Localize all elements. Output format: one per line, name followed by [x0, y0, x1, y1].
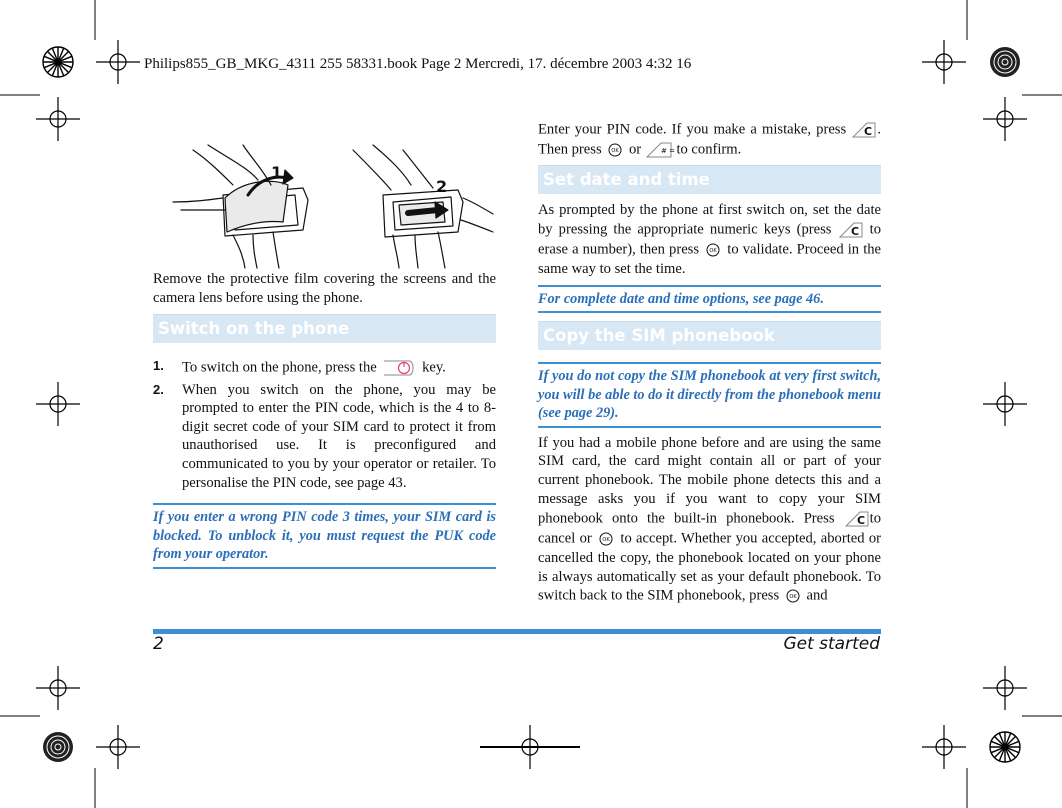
footer-rule	[153, 629, 881, 634]
svg-text:C: C	[856, 513, 865, 527]
section-heading-switch-on: Switch on the phone	[153, 314, 496, 343]
step-number: 2.	[153, 381, 164, 397]
film-removal-illustration	[153, 140, 496, 268]
step-number: 1.	[153, 357, 164, 373]
step-text: To switch on the phone, press the	[182, 358, 377, 375]
pin-entry-text: Enter your PIN code. If you make a mistake, press C . Then press OK or # = to confirm.	[538, 120, 881, 160]
step-label-1: 1	[271, 163, 283, 182]
step-label-2: 2	[436, 177, 448, 196]
step-item	[153, 357, 496, 379]
sim-phonebook-note: If you do not copy the SIM phonebook at very first switch, you will be able to do it directly from the phonebook menu (see page 29).	[538, 362, 881, 428]
figure-caption: Remove the protective film covering the screens and the camera lens before using the phone.	[153, 271, 496, 306]
step-item	[153, 381, 496, 493]
sim-phonebook-text: If you had a mobile phone before and are using the same SIM card, the card might contain all or part of your current phonebook. The mobile phone detects this and a message asks you if you want to copy your SIM phonebook onto the built-in phonebook. Press C to cancel or OK to accept. Whether you accepted, aborted or cancelled the copy, the phonebook located on your phone is always automatically set as your default phonebook. To switch back to the SIM phonebook, press OK and	[538, 434, 881, 607]
hash-key-icon	[645, 140, 673, 160]
section-heading-date-time: Set date and time	[538, 165, 881, 194]
date-time-text: As prompted by the phone at first switch on, set the date by pressing the appropriate numeric keys (press C to erase a number), then press OK to validate. Proceed in the same way to set the time.	[538, 202, 882, 277]
section-heading-sim-phonebook: Copy the SIM phonebook	[538, 321, 881, 350]
footer-section-title: Get started	[783, 634, 880, 654]
svg-text:C: C	[850, 224, 859, 238]
right-column	[538, 120, 881, 606]
ok-key-icon	[596, 529, 616, 549]
left-column	[153, 140, 496, 569]
ok-key-icon	[605, 140, 625, 160]
step-text: When you switch on the phone, you may be prompted to enter the PIN code, which is the 4 to 8-digit secret code of your SIM card to protect it from unauthorised use. It is preconfigured and communicated to you by your operator or retailer. To personalise the PIN code, see page 43.	[182, 381, 496, 491]
ok-key-icon	[703, 240, 723, 260]
step-text: key.	[422, 358, 446, 375]
c-key-icon	[838, 220, 864, 240]
svg-text:OK: OK	[611, 148, 619, 154]
power-key-icon	[380, 357, 418, 379]
switch-on-steps	[153, 357, 496, 493]
svg-text:C: C	[864, 125, 873, 138]
svg-text:# =: # =	[660, 147, 675, 155]
page-number: 2	[153, 634, 164, 654]
print-header: Philips855_GB_MKG_4311 255 58331.book Page 2 Mercredi, 17. décembre 2003 4:32 16	[144, 56, 692, 72]
svg-text:OK: OK	[789, 594, 797, 601]
c-key-icon	[844, 509, 870, 529]
date-time-note: For complete date and time options, see page 46.	[538, 285, 881, 314]
c-key-icon	[851, 120, 877, 140]
svg-text:OK: OK	[602, 536, 610, 543]
pin-warning-note: If you enter a wrong PIN code 3 times, your SIM card is blocked. To unblock it, you must request the PUK code from your operator.	[153, 503, 496, 569]
ok-key-icon	[783, 586, 803, 606]
svg-text:OK: OK	[709, 247, 717, 254]
